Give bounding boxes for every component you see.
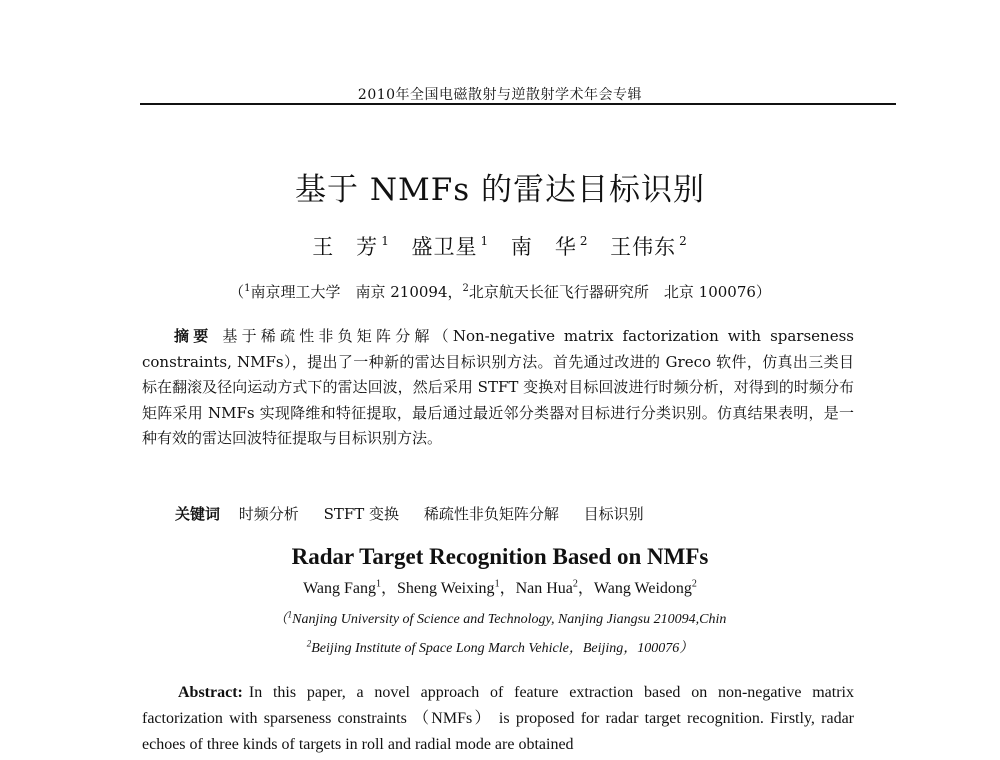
cn-abstract-label: 摘要 — [174, 327, 213, 345]
running-header: 2010年全国电磁散射与逆散射学术年会专辑 — [357, 87, 643, 103]
cn-keyword: 稀疏性非负矩阵分解 — [423, 505, 559, 523]
header-rule — [140, 103, 896, 105]
cn-abstract — [142, 324, 854, 452]
en-author-list — [0, 575, 1000, 598]
cn-author-list — [0, 231, 1000, 261]
en-abstract-text: In this paper, a novel approach of feature extraction based on non-negative matrix factorization with sparseness constraints （NMFs） is proposed for radar target recognition. Firstly, radar echoes of three kinds of targets in roll and radial mode are obtained — [142, 684, 854, 753]
en-abstract — [142, 680, 854, 758]
cn-keyword: STFT 变换 — [323, 505, 400, 523]
cn-author: 王伟东 $^2$ — [610, 234, 688, 259]
cn-author: 南 华 $^2$ — [510, 234, 589, 259]
en-paper-title: Radar Target Recognition Based on NMFs — [291, 544, 709, 569]
cn-paper-title: 基于 NMFs 的雷达目标识别 — [295, 172, 705, 208]
en-author: Wang Weidong$^2$ — [593, 578, 697, 597]
cn-keyword: 目标识别 — [583, 505, 644, 523]
cn-author: 王 芳 $^1$ — [312, 234, 390, 259]
cn-abstract-text: 基于稀疏性非负矩阵分解（Non-negative matrix factorization with sparseness constraints, NMFs），提出了一种新的雷达目标识别方法。首先通过改进的 Greco 软件，仿真出三类目标在翻滚及径向运动方式下的雷达回波，然后采用 STFT 变换对目标回波进行时频分析，对得到的时频分布矩阵采用 NMFs 实现降维和特征提取，最后通过最近邻分类器对目标进行分类识别。仿真结果表明，是一种有效的雷达回波特征提取与目标识别方法。 — [142, 327, 854, 448]
en-abstract-label: Abstract: — [178, 684, 243, 701]
cn-author: 盛卫星 $^1$ — [411, 234, 490, 259]
en-affiliation-2: $^2$Beijing Institute of Space Long March Vehicle，Beijing，100076） — [306, 638, 694, 656]
en-author: Nan Hua$^2$， — [515, 578, 594, 597]
cn-keyword: 时频分析 — [238, 505, 299, 523]
cn-keywords-label: 关键词 — [175, 505, 221, 523]
cn-affiliation: （$^1$南京理工大学 南京 210094，$^2$北京航天长征飞行器研究所 北京 100076） — [229, 283, 771, 301]
cn-keywords — [175, 503, 664, 524]
en-author: Wang Fang$^1$， — [303, 578, 398, 597]
en-author: Sheng Weixing$^1$， — [397, 578, 516, 597]
en-affiliation-1: （$^1$Nanjing University of Science and Technology, Nanjing Jiangsu 210094,Chin — [273, 609, 727, 627]
